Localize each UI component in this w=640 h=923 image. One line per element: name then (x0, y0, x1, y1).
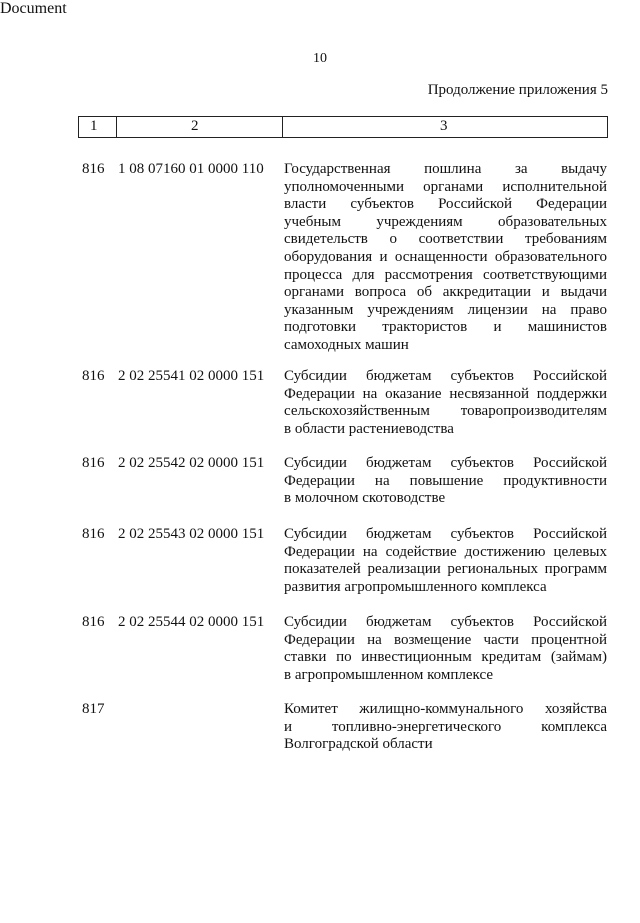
income-description (284, 701, 607, 754)
description-line: уполномоченными органами исполнительной (284, 178, 607, 195)
header-col-2: 2 (191, 118, 199, 134)
admin-code: 816 (82, 455, 105, 471)
description-line: Комитет жилищно-коммунального хозяйства (284, 701, 607, 717)
description-line: ставки по инвестиционным кредитам (займам) (284, 649, 607, 666)
description-line: Федерации на повышение продуктивности (284, 472, 607, 489)
continuation-label: Продолжение приложения 5 (427, 82, 608, 98)
header-col-1: 1 (90, 118, 98, 134)
description-line: Волгоградской области (284, 736, 433, 753)
description-line: указанным учреждениям лицензии на право (284, 301, 607, 318)
budget-code: 1 08 07160 01 0000 110 (118, 161, 264, 177)
header-divider (607, 116, 608, 137)
description-line: Федерации на оказание несвязанной поддержки (284, 385, 607, 402)
document-page (0, 18, 640, 923)
description-line: развития агропромышленного комплекса (284, 578, 547, 595)
description-line: Федерации на возмещение части процентной (284, 631, 607, 648)
header-divider (282, 116, 283, 137)
description-line: Субсидии бюджетам субъектов Российской (284, 614, 607, 630)
admin-code: 816 (82, 368, 105, 384)
admin-code: 816 (82, 614, 105, 630)
admin-code: 817 (82, 701, 105, 717)
description-line: свидетельств о соответствии требованиям (284, 231, 607, 248)
budget-code: 2 02 25542 02 0000 151 (118, 455, 265, 471)
description-line: Государственная пошлина за выдачу (284, 161, 607, 177)
page-number: 10 (313, 51, 327, 66)
table-header (78, 116, 608, 138)
header-divider (78, 116, 79, 137)
description-line: Субсидии бюджетам субъектов Российской (284, 455, 607, 471)
description-line: власти субъектов Российской Федерации (284, 196, 607, 213)
description-line: в агропромышленном комплексе (284, 666, 493, 683)
income-description (284, 526, 607, 596)
admin-code: 816 (82, 161, 105, 177)
description-line: процесса для рассмотрения соответствующими (284, 266, 607, 283)
header-divider (116, 116, 117, 137)
description-line: органами вопроса об аккредитации и выдачи (284, 284, 607, 301)
budget-code: 2 02 25544 02 0000 151 (118, 614, 265, 630)
description-line: Субсидии бюджетам субъектов Российской (284, 368, 607, 384)
description-line: Субсидии бюджетам субъектов Российской (284, 526, 607, 542)
description-line: Федерации на содействие достижению целевых (284, 543, 607, 560)
description-line: учебным учреждениям образовательных (284, 213, 607, 230)
income-description (284, 614, 607, 684)
budget-code: 2 02 25541 02 0000 151 (118, 368, 265, 384)
description-line: показателей реализации региональных программ (284, 561, 607, 578)
income-description (284, 161, 607, 355)
description-line: оборудования и оснащенности образовательного (284, 248, 607, 265)
income-description (284, 455, 607, 508)
description-line: сельскохозяйственным товаропроизводителям (284, 403, 607, 420)
description-line: в молочном скотоводстве (284, 490, 446, 507)
budget-code: 2 02 25543 02 0000 151 (118, 526, 265, 542)
description-line: в области растениеводства (284, 420, 454, 437)
description-line: и топливно-энергетического комплекса (284, 718, 607, 735)
admin-code: 816 (82, 526, 105, 542)
description-line: подготовки трактористов и машинистов (284, 319, 607, 336)
description-line: самоходных машин (284, 336, 409, 353)
income-description (284, 368, 607, 438)
header-col-3: 3 (440, 118, 448, 134)
